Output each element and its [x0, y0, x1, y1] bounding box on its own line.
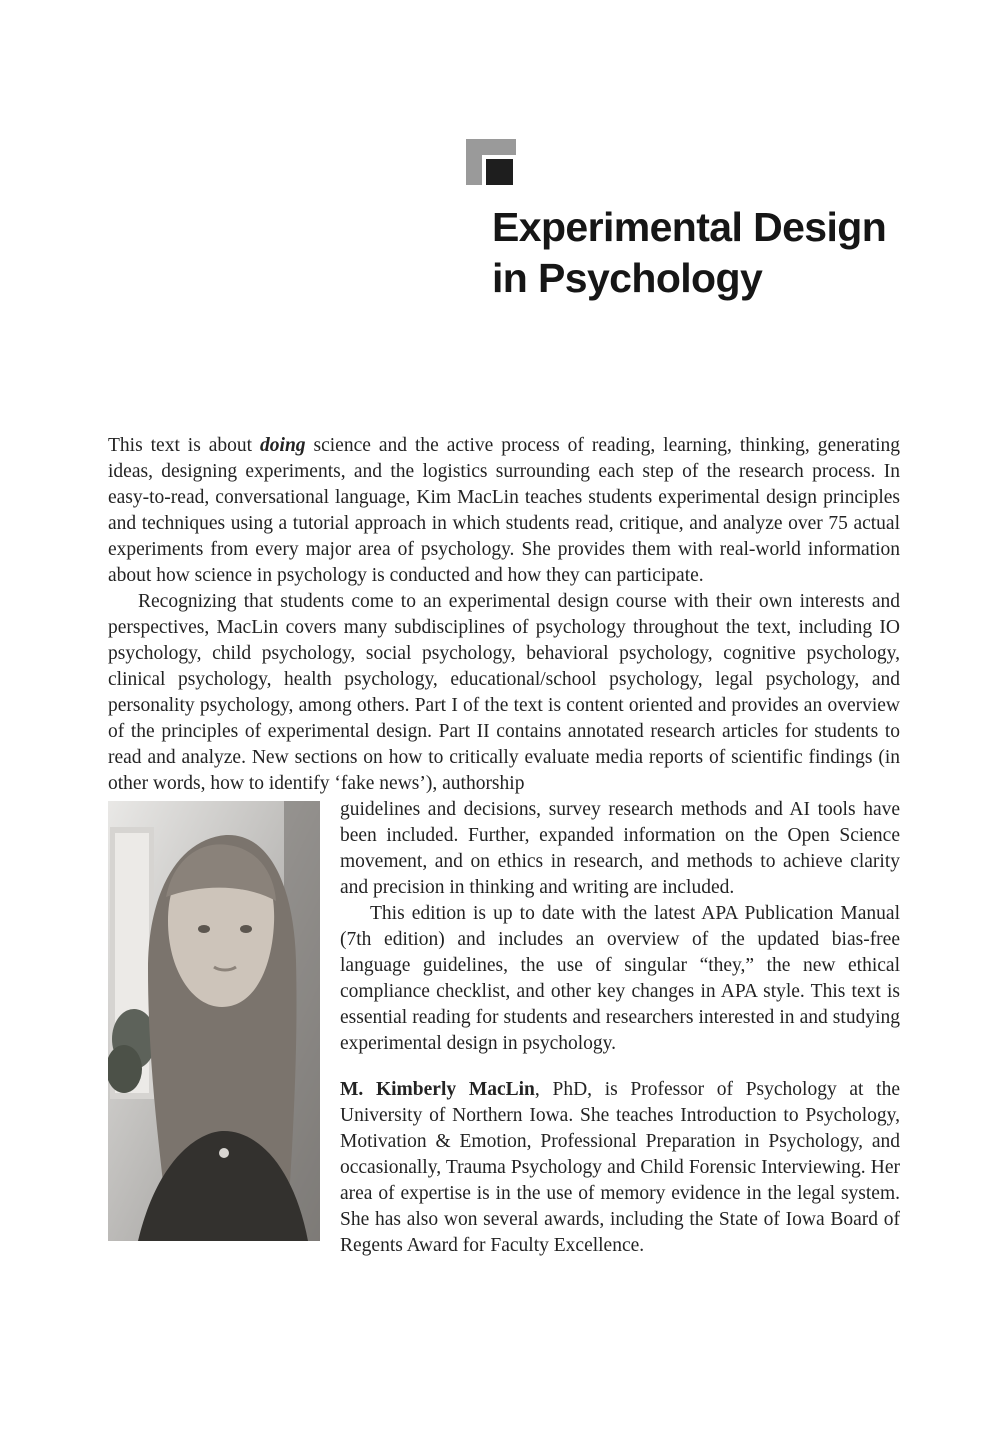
photo-wrap-section: [108, 797, 900, 1259]
page-header: [466, 139, 886, 304]
paragraph-subdisciplines: Recognizing that students come to an experimental design course with their own interests and perspectives, MacLin covers many subdisciplines of psychology throughout the text, including IO psychology, child psychology, social psychology, behavioral psychology, cognitive psychology, clinical psychology, health psychology, educational/school psychology, legal psychology, and personality psychology, among others. Part I of the text is content oriented and provides an overview of the principles of experimental design. Part II contains annotated research articles for students to read and analyze. New sections on how to critically evaluate media reports of scientific findings (in other words, how to identify ‘fake news’), authorship: [108, 591, 900, 794]
paragraph-edition: This edition is up to date with the latest APA Publication Manual (7th edition) and includes an overview of the updated bias-free language guidelines, the use of singular “they,” the new ethical compliance checklist, and other key changes in APA style. This text is essential reading for students and researchers interested in and studying experimental design in psychology.: [340, 903, 900, 1054]
author-name: M. Kimberly MacLin: [340, 1079, 535, 1100]
publisher-logo-icon: [466, 139, 886, 190]
back-cover-text: [108, 433, 900, 1259]
intro-text-italic: doing: [260, 435, 306, 456]
intro-text-post: science and the active process of reading, learning, thinking, generating ideas, designing experiments, and the logistics surrounding each step of the research process. In easy-to-read, conversational language, Kim MacLin teaches students experimental design principles and techniques using a tutorial approach in which students read, critique, and analyze over 75 actual experiments from every major area of psychology. She provides them with real-world information about how science in psychology is conducted and how they can participate.: [108, 435, 900, 586]
book-title: [492, 202, 886, 304]
author-photo: [108, 801, 320, 1241]
book-title-line2: in Psychology: [492, 255, 763, 301]
book-title-line1: Experimental Design: [492, 204, 887, 250]
intro-text-pre: This text is about: [108, 435, 261, 456]
paragraph-intro: [108, 433, 900, 589]
author-bio-text: , PhD, is Professor of Psychology at the University of Northern Iowa. She teaches Introduction to Psychology, Motivation & Emotion, Professional Preparation in Psychology, and occasionally, Trauma Psychology and Child Forensic Interviewing. Her area of expertise is in the use of memory evidence in the legal system. She has also won several awards, including the State of Iowa Board of Regents Award for Faculty Excellence.: [340, 1079, 900, 1256]
paragraph-subdisciplines-continued: guidelines and decisions, survey research methods and AI tools have been included. Further, expanded information on the Open Science movement, and on ethics in research, and methods to achieve clarity and precision in thinking and writing are included.: [340, 799, 900, 898]
